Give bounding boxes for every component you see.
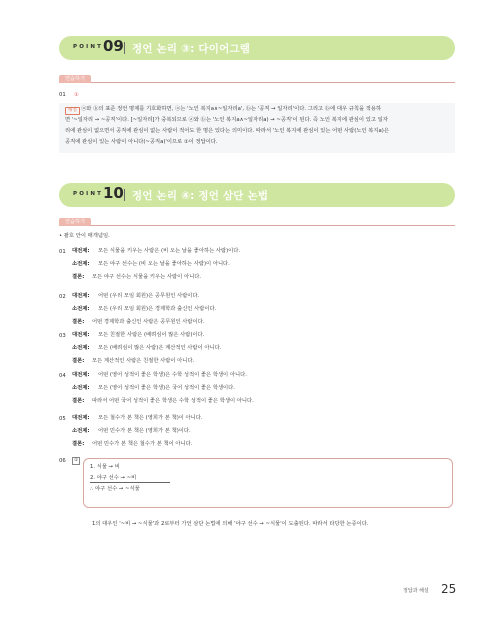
point-number: 10 — [103, 184, 124, 202]
derivation-conclusion: ∴ 야구 선수 → ~식물 — [90, 486, 140, 492]
point-label: POINT — [73, 191, 104, 197]
intro-note: • 괄호 안이 매개념임. — [59, 233, 110, 239]
conclusion-text: 어떤 민수가 본 책은 철수가 본 책이 아니다. — [92, 441, 193, 447]
explanation-box — [59, 103, 455, 153]
item-number: 01 — [59, 249, 66, 255]
point-separator — [124, 42, 125, 54]
explanation-tag: 해설 — [65, 107, 80, 115]
minor-premise-text: 어떤 민수가 본 책은 (영희가 본 책)이다. — [98, 428, 191, 434]
major-premise-label: 대전제: — [72, 332, 90, 338]
conclusion-label: 결론: — [72, 274, 85, 280]
derivation-line: 2. 야구 선수 → ~비 — [90, 475, 137, 481]
conclusion-label: 결론: — [72, 319, 85, 325]
major-premise-label: 대전제: — [72, 415, 90, 421]
explanation-line: ⓐ와 ⓑ의 표준 정언 명제를 기호화하면, ⓐ는 '노인 복지a∧~일자리a', ⓑ는 '공직 → 일자리'이다. 그리고 ⓑ에 대우 규칙을 적용하 — [81, 106, 382, 112]
item-number: 04 — [59, 373, 66, 379]
minor-premise-label: 소전제: — [72, 345, 90, 351]
derivation-box — [83, 458, 453, 508]
practice-section-tag — [59, 75, 455, 83]
question-06-explanation: 1의 대우인 '~비 → ~식물'과 2로부터 가언 삼단 논법에 의해 '야구 선수 → ~식물'이 도출된다. 따라서 타당한 논증이다. — [92, 521, 369, 527]
minor-premise-label: 소전제: — [72, 261, 90, 267]
item-number: 02 — [59, 294, 66, 300]
answer-mark: ① — [74, 92, 79, 98]
practice-tag-label: 연습하기 — [59, 75, 91, 83]
minor-premise-label: 소전제: — [72, 428, 90, 434]
minor-premise-text: 모든 야구 선수는 (비 오는 날을 좋아하는 사람)이 아니다. — [98, 261, 230, 267]
major-premise-text: 어떤 (영어 성적이 좋은 학생)은 수학 성적이 좋은 학생이 아니다. — [98, 372, 247, 378]
derivation-line: 1. 식물 → 비 — [90, 464, 120, 470]
conclusion-label: 결론: — [72, 358, 85, 364]
conclusion-label: 결론: — [72, 441, 85, 447]
point-separator — [124, 189, 125, 201]
point-09-header — [59, 36, 455, 60]
item-number: 03 — [59, 333, 66, 339]
major-premise-text: 모든 친절한 사람은 (배려심이 많은 사람)이다. — [98, 332, 205, 338]
answer-tag: ① — [74, 458, 79, 463]
major-premise-label: 대전제: — [72, 248, 90, 254]
point-label: POINT — [73, 44, 104, 50]
minor-premise-label: 소전제: — [72, 306, 90, 312]
point-10-header — [59, 183, 455, 207]
derivation-rule — [90, 482, 170, 483]
major-premise-label: 대전제: — [72, 372, 90, 378]
explanation-line: 리에 관심이 없으면서 공직에 관심이 없는 사람이 적어도 한 명은 있다는 의미이다. 따라서 '노인 복지에 관심이 있는 어떤 사람(노인 복지a)은 — [65, 128, 389, 134]
question-number: 06 — [59, 458, 66, 464]
footer-label: 정답과 해설 — [403, 588, 429, 594]
point-number: 09 — [103, 37, 124, 55]
question-number: 01 — [59, 92, 66, 98]
explanation-line: 면 '~일자리 → ~공직'이다. [~일자리]가 중복되므로 ⓐ와 ⓑ는 '노인 복지a∧~일자리a) → ~공직'이 된다. 즉 노인 복지에 관심이 있고 일자 — [65, 117, 388, 123]
minor-premise-text: 모든 (배려심이 많은 사람)은 계산적인 사람이 아니다. — [98, 345, 222, 351]
minor-premise-text: 모든 (우리 모임 회원)은 경제학과 출신인 사람이다. — [98, 306, 217, 312]
conclusion-text: 모든 계산적인 사람은 친절한 사람이 아니다. — [92, 358, 195, 364]
major-premise-text: 모든 식물을 키우는 사람은 (비 오는 날을 좋아하는 사람)이다. — [98, 248, 241, 254]
major-premise-label: 대전제: — [72, 293, 90, 299]
conclusion-label: 결론: — [72, 398, 85, 404]
minor-premise-text: 모든 (영어 성적이 좋은 학생)은 국어 성적이 좋은 학생이다. — [98, 385, 235, 391]
major-premise-text: 어떤 (우리 모임 회원)은 공무원인 사람이다. — [98, 293, 200, 299]
point-title: 정언 논리 ④: 정언 삼단 논법 — [132, 190, 269, 202]
conclusion-text: 따라서 어떤 국어 성적이 좋은 학생은 수학 성적이 좋은 학생이 아니다. — [92, 398, 254, 404]
practice-tag-label: 연습하기 — [59, 218, 91, 226]
page-number: 25 — [441, 582, 457, 596]
practice-section-tag — [59, 218, 455, 226]
conclusion-text: 어떤 경제학과 출신인 사람은 공무원인 사람이다. — [92, 319, 205, 325]
explanation-line: 공직에 관심이 있는 사람이 아니다(~공직a)'이므로 ①이 정답이다. — [65, 139, 218, 145]
point-title: 정언 논리 ③: 다이어그램 — [132, 43, 251, 55]
conclusion-text: 모든 야구 선수는 식물을 키우는 사람이 아니다. — [92, 274, 202, 280]
minor-premise-label: 소전제: — [72, 385, 90, 391]
major-premise-text: 모든 철수가 본 책은 (영희가 본 책)이 아니다. — [98, 415, 203, 421]
item-number: 05 — [59, 416, 66, 422]
